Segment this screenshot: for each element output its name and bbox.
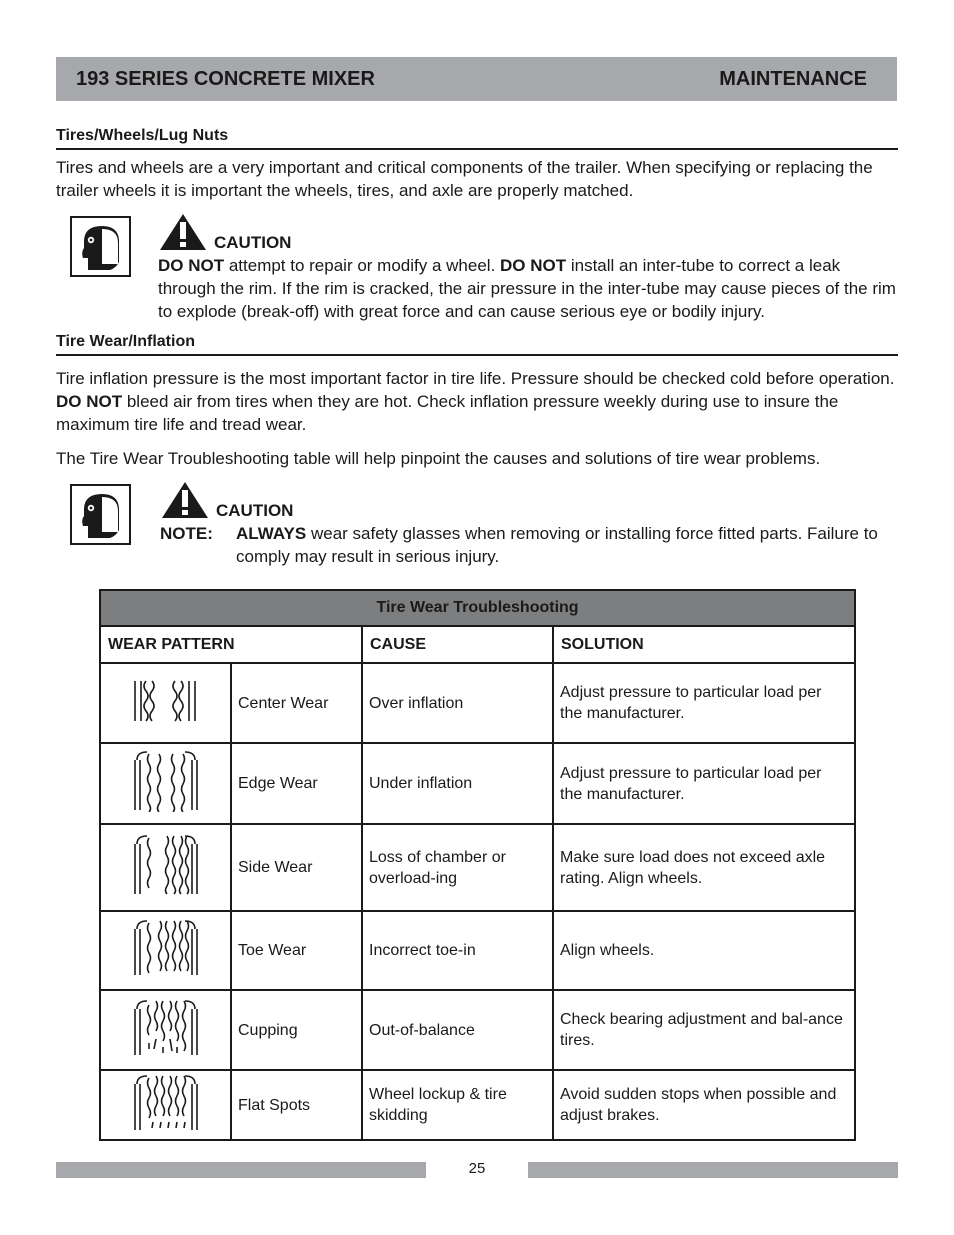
- note-label: NOTE:: [160, 524, 213, 543]
- footer-bar-left: [56, 1162, 426, 1178]
- table-row: [100, 824, 855, 911]
- tires-paragraph: Tires and wheels are a very important and critical components of the trailer. When specifying or replacing the trailer wheels it is important the wheels, tires, and axle are properly matched.: [56, 158, 873, 200]
- center-wear-icon: [100, 663, 231, 743]
- inflation-paragraph: [56, 367, 898, 436]
- wear-pattern-name: Toe Wear: [231, 911, 362, 990]
- wear-pattern-name: Side Wear: [231, 824, 362, 911]
- wear-pattern-name: Cupping: [231, 990, 362, 1070]
- wear-pattern-name: Center Wear: [231, 663, 362, 743]
- table-row: [100, 990, 855, 1070]
- document-title: 193 SERIES CONCRETE MIXER: [76, 67, 375, 90]
- table-title: Tire Wear Troubleshooting: [100, 590, 855, 626]
- wear-pattern-name: Edge Wear: [231, 743, 362, 824]
- flat-spots-icon: [100, 1070, 231, 1140]
- footer-bar-right: [528, 1162, 898, 1178]
- cause-cell: Wheel lockup & tire skidding: [362, 1070, 553, 1140]
- solution-cell: Make sure load does not exceed axle rating. Align wheels.: [553, 824, 855, 911]
- page-header: [56, 57, 897, 101]
- section-title-tires: Tires/Wheels/Lug Nuts: [56, 127, 898, 150]
- always-label: ALWAYS: [236, 524, 307, 543]
- face-shield-icon: [70, 484, 131, 545]
- toe-wear-icon: [100, 911, 231, 990]
- caution-text-part: install an inter-tube to correct a leak through the rim. If the rim is cracked, the air pressure in the inter-tube may cause pieces of the rim to explode (break-off) with great force and can cause serious eye or bodily injury.: [158, 256, 896, 321]
- page-number: 25: [468, 1160, 486, 1177]
- cause-cell: Over inflation: [362, 663, 553, 743]
- tire-wear-table: [99, 589, 856, 1141]
- cause-cell: Out-of-balance: [362, 990, 553, 1070]
- solution-cell: Align wheels.: [553, 911, 855, 990]
- paragraph-text: Tire inflation pressure is the most important factor in tire life. Pressure should be checked cold before operation.: [56, 369, 895, 388]
- column-header-wear-pattern: WEAR PATTERN: [100, 626, 362, 663]
- caution-wheel-repair: [158, 212, 900, 323]
- column-header-solution: SOLUTION: [553, 626, 855, 663]
- section-name: MAINTENANCE: [719, 67, 867, 90]
- side-wear-icon: [100, 824, 231, 911]
- do-not-label: DO NOT: [500, 256, 567, 275]
- table-row: [100, 911, 855, 990]
- do-not-label: DO NOT: [56, 392, 123, 411]
- solution-cell: Adjust pressure to particular load per the manufacturer.: [553, 663, 855, 743]
- warning-triangle-icon: [160, 480, 210, 520]
- wear-pattern-name: Flat Spots: [231, 1070, 362, 1140]
- table-row: [100, 663, 855, 743]
- do-not-label: DO NOT: [158, 256, 225, 275]
- note-text-part: wear safety glasses when removing or installing force fitted parts. Failure to comply may result in serious injury.: [236, 524, 878, 566]
- caution-note: [160, 522, 900, 568]
- table-row: [100, 743, 855, 824]
- section-title-inflation: Tire Wear/Inflation: [56, 333, 898, 356]
- caution-safety-glasses: [160, 480, 900, 568]
- paragraph-text: bleed air from tires when they are hot. Check inflation pressure weekly during use to insure the maximum tire life and tread wear.: [56, 392, 839, 434]
- cause-cell: Loss of chamber or overload-ing: [362, 824, 553, 911]
- edge-wear-icon: [100, 743, 231, 824]
- troubleshooting-intro: The Tire Wear Troubleshooting table will help pinpoint the causes and solutions of tire wear problems.: [56, 449, 821, 468]
- column-header-cause: CAUSE: [362, 626, 553, 663]
- solution-cell: Adjust pressure to particular load per the manufacturer.: [553, 743, 855, 824]
- solution-cell: Avoid sudden stops when possible and adjust brakes.: [553, 1070, 855, 1140]
- warning-triangle-icon: [158, 212, 208, 252]
- face-shield-icon: [70, 216, 131, 277]
- caution-text-part: attempt to repair or modify a wheel.: [224, 256, 501, 275]
- caution-text: [158, 254, 900, 323]
- cause-cell: Incorrect toe-in: [362, 911, 553, 990]
- note-text: [236, 522, 900, 568]
- caution-heading: CAUTION: [216, 501, 294, 520]
- table-row: [100, 1070, 855, 1140]
- cupping-icon: [100, 990, 231, 1070]
- caution-heading: CAUTION: [214, 233, 292, 252]
- cause-cell: Under inflation: [362, 743, 553, 824]
- solution-cell: Check bearing adjustment and bal-ance tires.: [553, 990, 855, 1070]
